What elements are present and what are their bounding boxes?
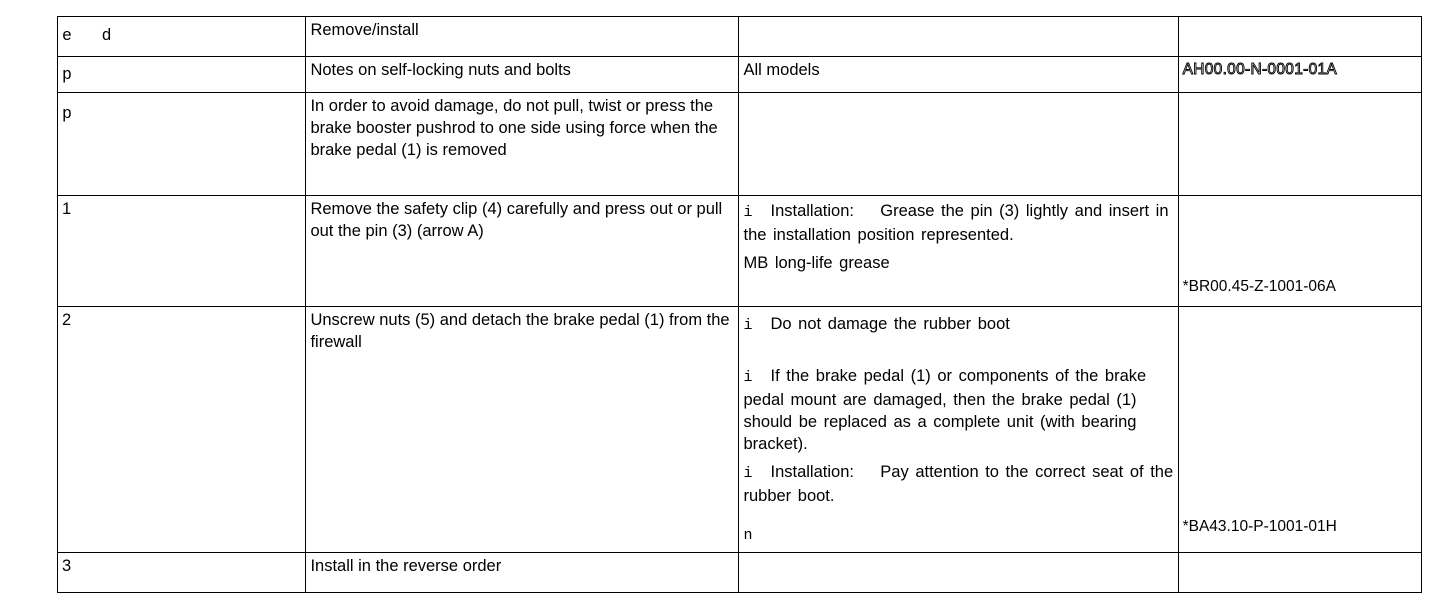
document-code: *BR00.45-Z-1001-06A	[1182, 278, 1336, 295]
step-cell: p	[58, 57, 306, 93]
action-cell: Unscrew nuts (5) and detach the brake pedal (1) from the firewall	[306, 307, 739, 553]
note-installation: i Installation: Pay attention to the correct seat of the rubber boot.	[743, 463, 1180, 505]
notes-cell	[739, 93, 1178, 196]
code-cell	[1178, 553, 1421, 593]
notes-cell	[739, 17, 1178, 57]
document-code: *BA43.10-P-1001-01H	[1182, 518, 1337, 535]
note-rubber-boot: i Do not damage the rubber boot	[743, 315, 1010, 334]
table-row	[58, 196, 1422, 307]
document-code: AH00.00-N-0001-01A	[1182, 61, 1338, 78]
action-cell: Remove the safety clip (4) carefully and press out or pull out the pin (3) (arrow A)	[306, 196, 739, 307]
step-cell: e d	[58, 17, 306, 57]
action-cell: Install in the reverse order	[306, 553, 739, 593]
code-cell	[1178, 57, 1421, 93]
table-row	[58, 553, 1422, 593]
info-icon: i	[743, 204, 753, 221]
step-cell: p	[58, 93, 306, 196]
note-installation: i Installation: Grease the pin (3) lightly and insert in the installation position represented.	[743, 202, 1176, 244]
material-label: MB long-life grease	[743, 254, 890, 272]
figure-icon: n	[743, 527, 753, 544]
step-cell: 1	[58, 196, 306, 307]
procedure-table	[57, 16, 1422, 593]
step-cell: 3	[58, 553, 306, 593]
table-row	[58, 17, 1422, 57]
note-figure	[743, 523, 1177, 547]
info-icon: i	[743, 465, 753, 482]
notes-cell	[739, 307, 1178, 553]
notes-cell: All models	[739, 57, 1178, 93]
action-cell: Remove/install	[306, 17, 739, 57]
info-icon: i	[743, 317, 753, 334]
info-icon: i	[743, 369, 753, 386]
action-cell: In order to avoid damage, do not pull, twist or press the brake booster pushrod to one side using force when the brake pedal (1) is removed	[306, 93, 739, 196]
table-row	[58, 57, 1422, 93]
note-damage: i If the brake pedal (1) or components of the brake pedal mount are damaged, then the brake pedal (1) should be replaced as a complete unit (with bearing bracket).	[743, 367, 1147, 453]
action-cell: Notes on self-locking nuts and bolts	[306, 57, 739, 93]
notes-cell	[739, 196, 1178, 307]
code-cell	[1178, 196, 1421, 307]
code-cell	[1178, 17, 1421, 57]
code-cell	[1178, 307, 1421, 553]
code-cell	[1178, 93, 1421, 196]
notes-cell	[739, 553, 1178, 593]
table-row	[58, 93, 1422, 196]
table-row	[58, 307, 1422, 553]
step-cell: 2	[58, 307, 306, 553]
